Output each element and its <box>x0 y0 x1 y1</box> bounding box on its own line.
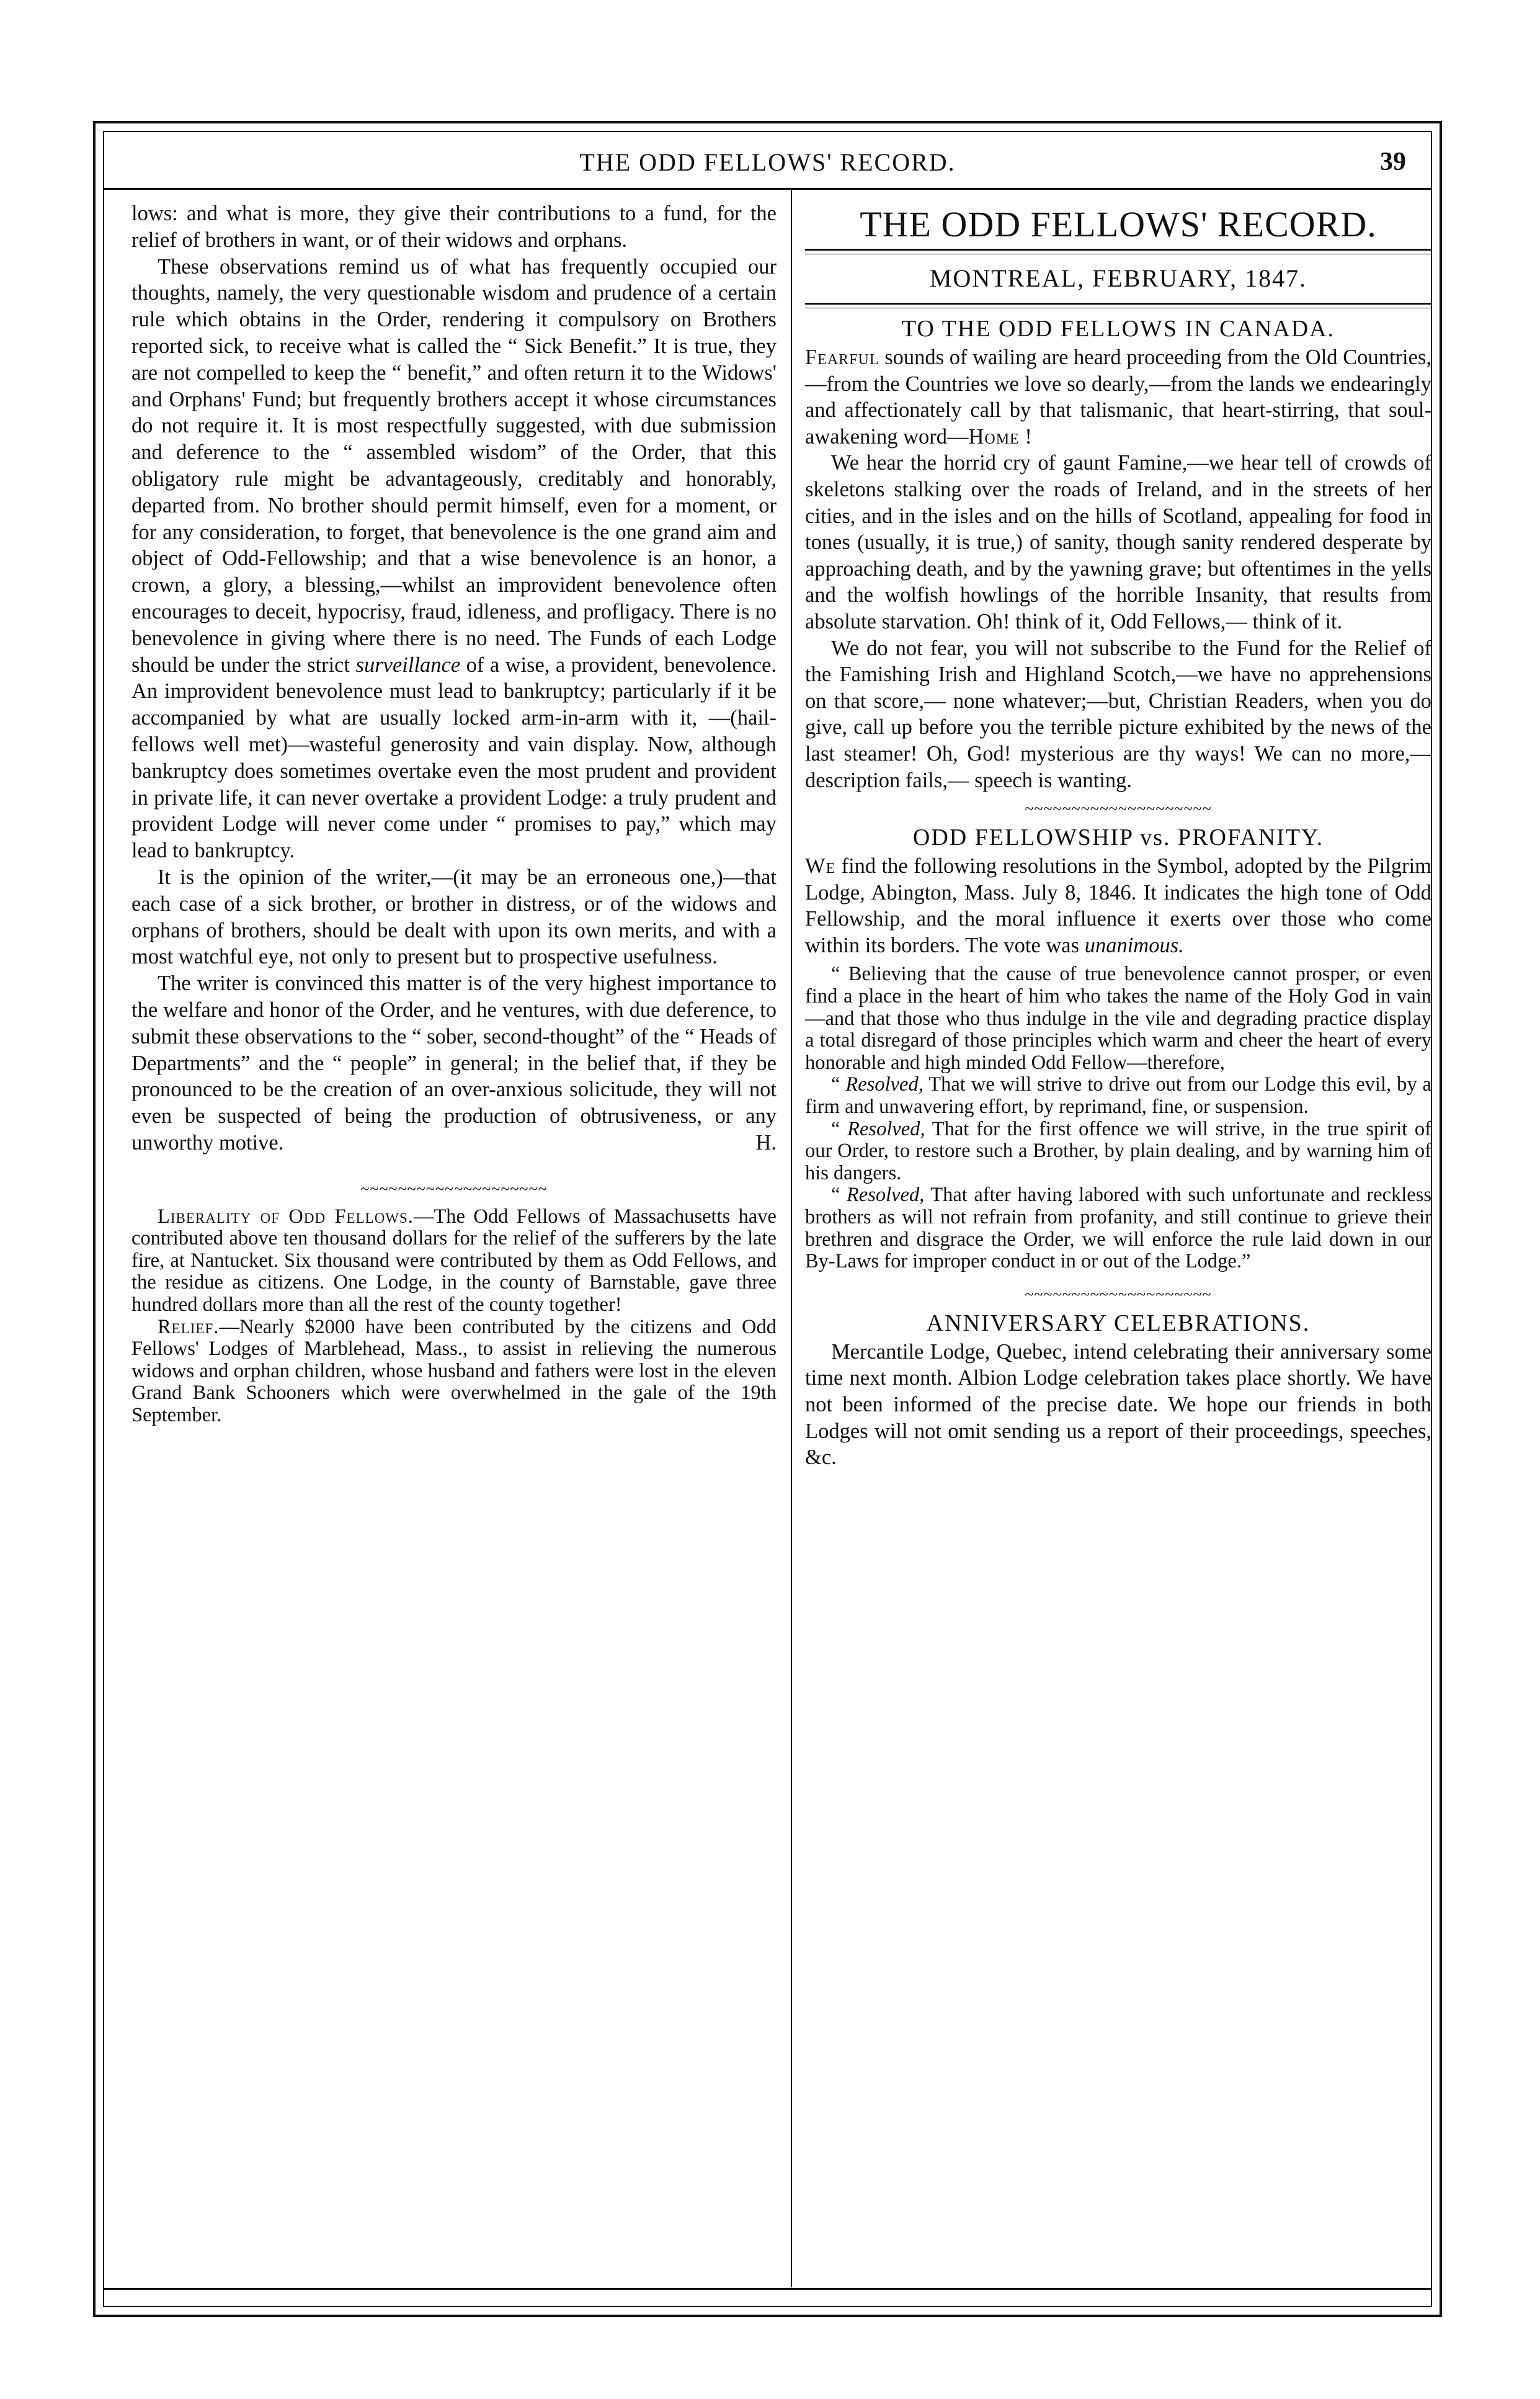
running-title: THE ODD FELLOWS' RECORD. <box>579 148 956 176</box>
signature: H. <box>755 1130 777 1155</box>
liberality-lead: Liberality of Odd Fellows. <box>158 1205 414 1228</box>
dateline-rule <box>805 303 1431 308</box>
canada-heading: TO THE ODD FELLOWS IN CANADA. <box>901 316 1335 342</box>
liberality-paragraph: Liberality of Odd Fellows.—The Odd Fellows of Massachusetts have contributed above ten thousand dollars for the relief of the sufferers by the late fire, at Nantucket. Six thousand were contributed by them as Odd Fellows, and the residue as citizens. One Lodge, in the county of Barnstable, gave three hundred dollars more than all the rest of the county together! <box>131 1205 777 1316</box>
column-divider <box>791 190 792 2287</box>
page-frame <box>93 121 1442 2317</box>
right-column <box>805 200 1431 1471</box>
relief-lead: Relief. <box>158 1315 220 1338</box>
canada-paragraph-3: We do not fear, you will not subscribe to the Fund for the Relief of the Famishing Irish and Highland Scotch,—we have no apprehensions on that score,— none whatever;—but, Christian Readers, when you do give, call up before you the terrible picture exhibited by the news of the last steamer! Oh, God! mysterious are thy ways! We can no more,—description fails,— speech is wanting. <box>805 636 1431 792</box>
masthead-rule <box>805 249 1431 254</box>
separator-ornament: ~~~~~~~~~~~~~~~~~~~~ <box>1025 1285 1212 1303</box>
resolution-2: “ Resolved, That for the first offence we will strive, in the true spirit of our Order, to restore such a Brother, by plain dealing, and by warning him of his dangers. <box>805 1117 1431 1184</box>
inner-frame <box>103 131 1432 2307</box>
bottom-rule <box>104 2288 1431 2290</box>
anniversary-heading: ANNIVERSARY CELEBRATIONS. <box>926 1310 1311 1336</box>
page-number: 39 <box>1380 148 1406 176</box>
masthead: THE ODD FELLOWS' RECORD. <box>860 204 1377 244</box>
canada-paragraph-1: Fearful sounds of wailing are heard proceeding from the Old Countries,—from the Countries we love so dearly,—from the lands we endearingly and affectionately call by that talismanic, that heart-stirring, that soul-awakening word—Home ! <box>805 346 1432 449</box>
profanity-paragraph: We find the following resolutions in the Symbol, adopted by the Pilgrim Lodge, Abington, Mass. July 8, 1846. It indicates the high tone of Odd Fellowship, and the moral influence it exerts over those who come within its borders. The vote was unanimous. <box>805 854 1431 957</box>
dateline: MONTREAL, FEBRUARY, 1847. <box>929 264 1307 292</box>
resolution-3: “ Resolved, That after having labored with such unfortunate and reckless brothers as will not refrain from profanity, and still continue to grieve their brethren and disgrace the Order, we will enforce the rule laid down in our By-Laws for improper conduct in or out of the Lodge.” <box>805 1184 1431 1273</box>
resolution-preamble: “ Believing that the cause of true benevolence cannot prosper, or even find a place in the heart of him who takes the name of the Holy God in vain—and that those who thus indulge in the vile and degrading practice display a total disregard of those principles which warm and cheer the heart of every honorable and high minded Odd Fellow—therefore, <box>805 963 1431 1074</box>
separator-ornament: ~~~~~~~~~~~~~~~~~~~~ <box>360 1179 548 1198</box>
resolution-1: “ Resolved, That we will strive to drive out from our Lodge this evil, by a firm and unwavering effort, by reprimand, fine, or suspension. <box>805 1073 1431 1119</box>
continued-paragraph: lows: and what is more, they give their contributions to a fund, for the relief of brothers in want, or of their widows and orphans. <box>131 202 777 252</box>
canada-paragraph-2: We hear the horrid cry of gaunt Famine,—we hear tell of crowds of skeletons stalking over the roads of Ireland, and in the streets of her cities, and in the isles and on the hills of Scotland, appealing for food in tones (usually, it is true,) of sanity, though sanity rendered desperate by approaching death, and by the yawning grave; but oftentimes in the yells and the wolfish howlings of the horrible Insanity, that results from absolute starvation. Oh! think of it, Odd Fellows,— think of it. <box>805 451 1431 633</box>
separator-ornament: ~~~~~~~~~~~~~~~~~~~~ <box>1025 800 1212 818</box>
left-column <box>131 200 777 1427</box>
profanity-heading: ODD FELLOWSHIP vs. PROFANITY. <box>912 824 1324 851</box>
relief-paragraph: Relief.—Nearly $2000 have been contributed by the citizens and Odd Fellows' Lodges of Marblehead, Mass., to assist in relieving the numerous widows and orphan children, whose husband and fathers were lost in the eleven Grand Bank Schooners which were overwhelmed in the gale of the 19th September. <box>131 1315 777 1427</box>
opinion-paragraph: It is the opinion of the writer,—(it may be an erroneous one,)—that each case of a sick brother, or brother in distress, or of the widows and orphans of brothers, should be dealt with upon its own merits, and with a most watchful eye, not only to present but to prospective usefulness. <box>131 865 777 969</box>
conviction-paragraph: The writer is convinced this matter is of the very highest importance to the welfare and honor of the Order, and he ventures, with due deference, to submit these observations to the “ sober, second-thought” of the “ Heads of Departments” and the “ people” in general; in the belief that, if they be pronounced to be the creation of an over-anxious solicitude, they will not even be suspected of being the production of obtrusiveness, or any unworthy motive. H. <box>131 970 777 1156</box>
anniversary-paragraph: Mercantile Lodge, Quebec, intend celebrating their anniversary some time next month. Albion Lodge celebration takes place shortly. We have not been informed of the precise date. We hope our friends in both Lodges will not omit sending us a report of their proceedings, speeches, &c. <box>805 1339 1431 1470</box>
header-rule <box>104 188 1431 190</box>
sick-benefit-paragraph: These observations remind us of what has frequently occupied our thoughts, namely, the very questionable wisdom and prudence of a certain rule which obtains in the Order, rendering it compulsory on Brothers reported sick, to receive what is called the “ Sick Benefit.” It is true, they are not compelled to keep the “ benefit,” and often return it to the Widows' and Orphans' Fund; but frequently brothers accept it whose circumstances do not require it. It is most respectfully suggested, with due submission and deference to the “ assembled wisdom” of the Order, that this obligatory rule might be advantageously, creditably and honorably, departed from. No brother should permit himself, even for a moment, or for any consideration, to forget, that benevolence is the one grand aim and object of Odd-Fellowship; and that a wise benevolence is an honor, a crown, a glory, a blessing,—whilst an improvident benevolence often encourages to deceit, hypocrisy, fraud, idleness, and profligacy. There is no benevolence in giving where there is no need. The Funds of each Lodge should be under the strict surveillance of a wise, a provident, benevolence. An improvident benevolence must lead to bankruptcy; particularly if it be accompanied by what are usually locked arm-in-arm with it, —(hail-fellows well met)—wasteful generosity and vain display. Now, although bankruptcy does sometimes overtake even the most prudent and provident in private life, it can never overtake a provident Lodge: a truly prudent and provident Lodge will never come under “ promises to pay,” which may lead to bankruptcy. <box>131 254 777 863</box>
